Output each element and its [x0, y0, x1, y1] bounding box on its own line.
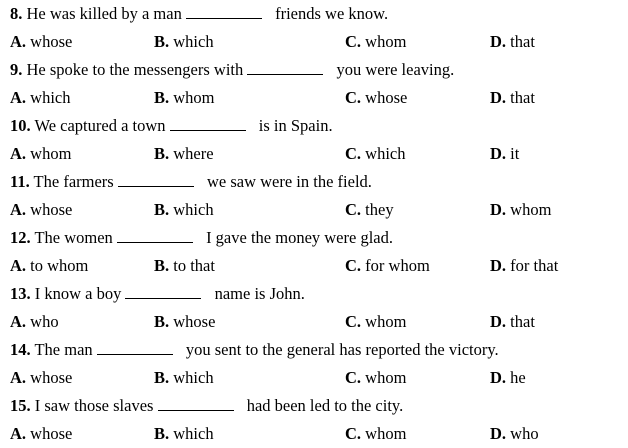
option-c[interactable] [345, 84, 407, 112]
option-c[interactable] [345, 28, 406, 56]
option-text: whom [365, 368, 407, 387]
question-text-after: you sent to the general has reported the victory. [185, 340, 499, 359]
answer-blank [117, 228, 193, 243]
quiz-document [10, 0, 620, 448]
option-letter: B. [154, 368, 170, 387]
option-letter: A. [10, 200, 27, 219]
question-text-after: had been led to the city. [246, 396, 404, 415]
option-text: whom [365, 424, 407, 443]
question-number: 9. [10, 60, 23, 79]
option-text: which [365, 144, 406, 163]
option-c[interactable] [345, 196, 394, 224]
option-letter: C. [345, 88, 362, 107]
option-text: whose [30, 32, 73, 51]
option-letter: D. [490, 256, 507, 275]
option-text: whom [365, 32, 407, 51]
option-d[interactable] [490, 364, 526, 392]
option-text: who [510, 424, 539, 443]
options-9 [10, 84, 620, 112]
option-letter: D. [490, 144, 507, 163]
option-a[interactable] [10, 140, 71, 168]
option-text: whose [173, 312, 216, 331]
options-12 [10, 252, 620, 280]
question-text-before: We captured a town [34, 116, 166, 135]
answer-blank [170, 116, 246, 131]
question-text-before: I know a boy [34, 284, 122, 303]
option-letter: C. [345, 200, 362, 219]
option-a[interactable] [10, 308, 59, 336]
question-13 [10, 280, 620, 308]
option-letter: B. [154, 88, 170, 107]
question-15 [10, 392, 620, 420]
option-text: that [510, 32, 535, 51]
option-text: whose [30, 424, 73, 443]
answer-blank [247, 60, 323, 75]
question-text-after: we saw were in the field. [206, 172, 372, 191]
option-letter: D. [490, 312, 507, 331]
answer-blank [97, 340, 173, 355]
options-8 [10, 28, 620, 56]
option-letter: D. [490, 424, 507, 443]
question-12 [10, 224, 620, 252]
answer-blank [118, 172, 194, 187]
option-letter: A. [10, 32, 27, 51]
option-letter: A. [10, 88, 27, 107]
option-letter: C. [345, 256, 362, 275]
option-d[interactable] [490, 140, 519, 168]
option-text: which [173, 32, 214, 51]
option-letter: A. [10, 424, 27, 443]
option-a[interactable] [10, 196, 72, 224]
option-b[interactable] [154, 28, 214, 56]
option-a[interactable] [10, 252, 88, 280]
question-text-after: you were leaving. [336, 60, 455, 79]
option-letter: C. [345, 312, 362, 331]
question-text-before: The man [34, 340, 93, 359]
question-14 [10, 336, 620, 364]
option-letter: B. [154, 200, 170, 219]
option-letter: C. [345, 32, 362, 51]
question-number: 15. [10, 396, 31, 415]
option-text: that [510, 88, 535, 107]
option-text: for whom [365, 256, 430, 275]
option-text: whose [30, 200, 73, 219]
option-letter: B. [154, 424, 170, 443]
option-letter: B. [154, 32, 170, 51]
option-letter: A. [10, 368, 27, 387]
option-text: whom [30, 144, 72, 163]
option-text: to that [173, 256, 215, 275]
question-number: 8. [10, 4, 23, 23]
question-number: 12. [10, 228, 31, 247]
answer-blank [186, 4, 262, 19]
option-c[interactable] [345, 140, 406, 168]
question-number: 10. [10, 116, 31, 135]
question-text-after: I gave the money were glad. [206, 228, 393, 247]
question-text-before: I saw those slaves [34, 396, 154, 415]
question-text-before: He spoke to the messengers with [26, 60, 244, 79]
option-text: it [510, 144, 520, 163]
option-text: which [173, 424, 214, 443]
option-text: which [30, 88, 71, 107]
option-letter: B. [154, 256, 170, 275]
question-9 [10, 56, 620, 84]
option-letter: B. [154, 144, 170, 163]
question-number: 14. [10, 340, 31, 359]
option-b[interactable] [154, 308, 215, 336]
option-d[interactable] [490, 28, 535, 56]
option-b[interactable] [154, 84, 215, 112]
question-11 [10, 168, 620, 196]
option-b[interactable] [154, 140, 214, 168]
options-11 [10, 196, 620, 224]
option-letter: D. [490, 200, 507, 219]
option-letter: C. [345, 144, 362, 163]
question-text-before: The women [34, 228, 113, 247]
question-text-before: The farmers [33, 172, 114, 191]
question-8 [10, 0, 620, 28]
option-c[interactable] [345, 308, 406, 336]
question-10 [10, 112, 620, 140]
option-letter: B. [154, 312, 170, 331]
option-letter: C. [345, 368, 362, 387]
option-text: for that [510, 256, 559, 275]
option-letter: D. [490, 88, 507, 107]
option-text: whose [365, 88, 408, 107]
answer-blank [125, 284, 201, 299]
option-text: which [173, 368, 214, 387]
options-13 [10, 308, 620, 336]
option-text: to whom [30, 256, 89, 275]
option-letter: A. [10, 312, 27, 331]
option-text: who [30, 312, 59, 331]
option-d[interactable] [490, 308, 535, 336]
question-text-after: friends we know. [275, 4, 389, 23]
question-number: 11. [10, 172, 30, 191]
question-text-after: is in Spain. [258, 116, 333, 135]
option-b[interactable] [154, 364, 214, 392]
option-text: they [365, 200, 394, 219]
option-text: that [510, 312, 535, 331]
option-d[interactable] [490, 84, 535, 112]
option-text: whom [510, 200, 552, 219]
question-text-before: He was killed by a man [26, 4, 182, 23]
option-text: which [173, 200, 214, 219]
answer-blank [158, 396, 234, 411]
option-text: whom [365, 312, 407, 331]
options-14 [10, 364, 620, 392]
option-letter: A. [10, 144, 27, 163]
option-letter: C. [345, 424, 362, 443]
option-a[interactable] [10, 28, 72, 56]
options-10 [10, 140, 620, 168]
question-text-after: name is John. [214, 284, 305, 303]
question-number: 13. [10, 284, 31, 303]
option-b[interactable] [154, 252, 215, 280]
option-b[interactable] [154, 196, 214, 224]
option-d[interactable] [490, 252, 558, 280]
option-a[interactable] [10, 364, 72, 392]
option-text: where [173, 144, 214, 163]
option-text: whom [173, 88, 215, 107]
option-a[interactable] [10, 84, 71, 112]
option-c[interactable] [345, 252, 430, 280]
option-d[interactable] [490, 196, 551, 224]
option-text: he [510, 368, 526, 387]
option-letter: A. [10, 256, 27, 275]
option-letter: D. [490, 368, 507, 387]
option-letter: D. [490, 32, 507, 51]
option-c[interactable] [345, 364, 406, 392]
option-text: whose [30, 368, 73, 387]
